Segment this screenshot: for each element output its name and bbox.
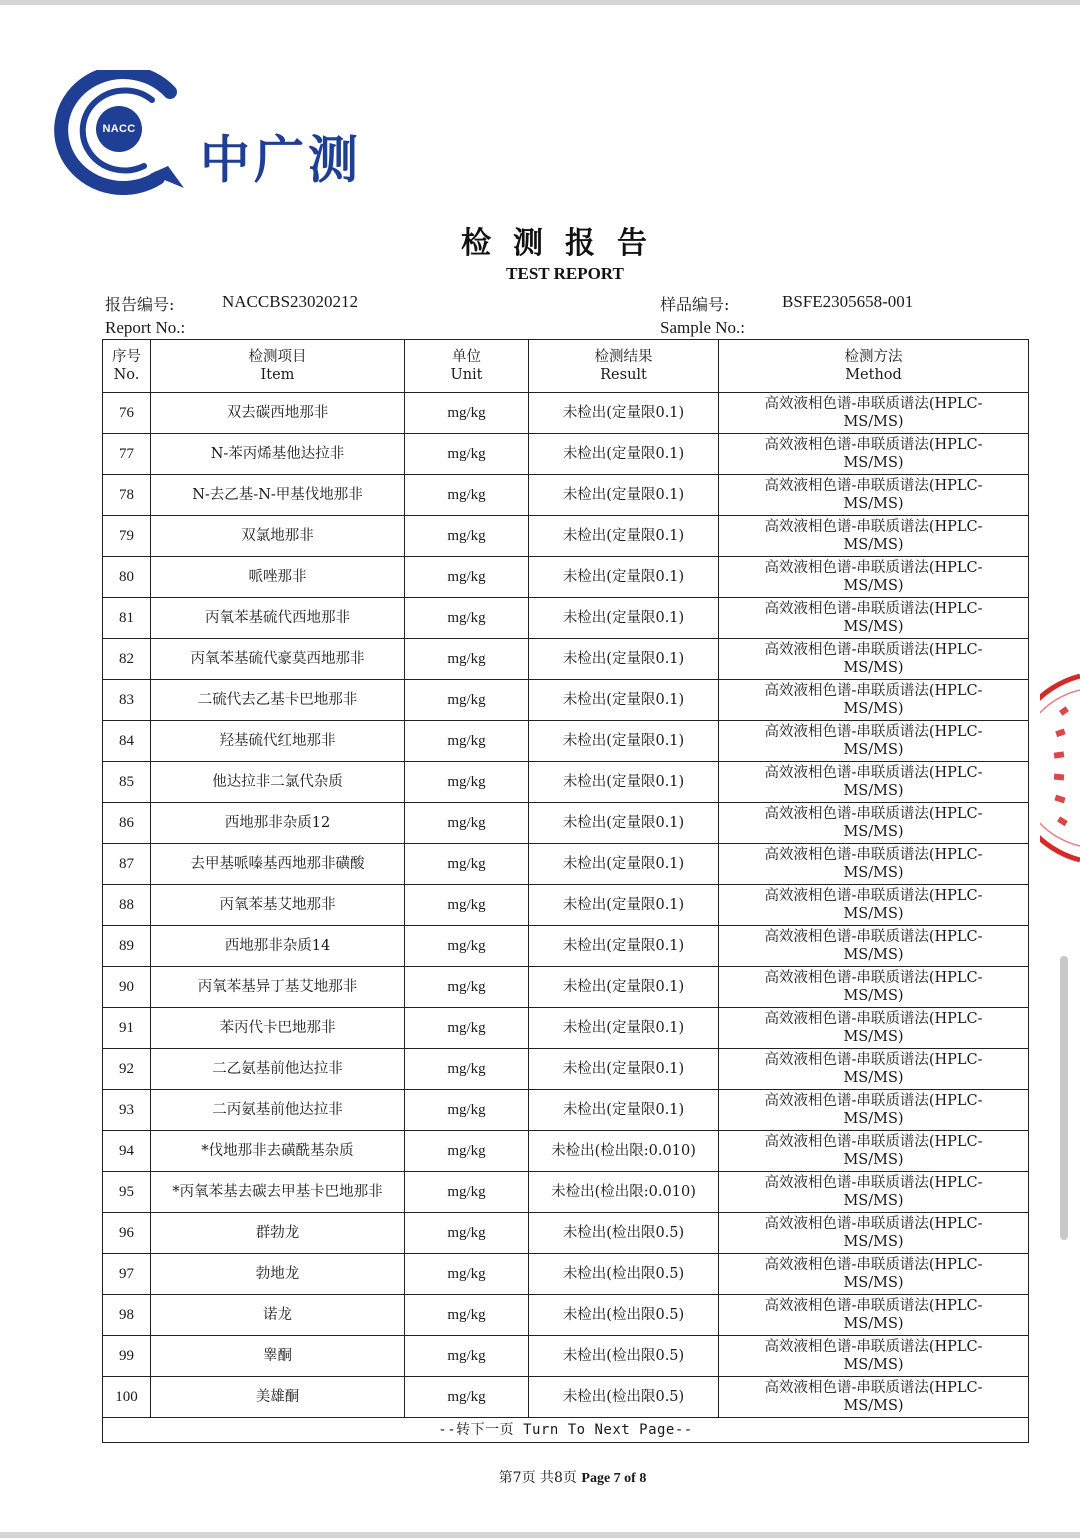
method-line-1: 高效液相色谱-串联质谱法(HPLC- <box>764 1134 983 1150</box>
bottom-edge-bar <box>0 1532 1080 1538</box>
table-row <box>103 803 1029 844</box>
cell-result: 未检出(定量限0.1) <box>529 557 719 598</box>
method-line-1: 高效液相色谱-串联质谱法(HPLC- <box>764 1011 983 1027</box>
table-row <box>103 762 1029 803</box>
cell-method <box>719 803 1029 844</box>
header-item: 检测项目 Item <box>151 340 405 393</box>
cell-method <box>719 475 1029 516</box>
method-line-1: 高效液相色谱-串联质谱法(HPLC- <box>764 1257 983 1273</box>
cell-no: 76 <box>103 393 151 434</box>
cell-item: 二硫代去乙基卡巴地那非 <box>151 680 405 721</box>
cell-method <box>719 516 1029 557</box>
cell-no: 79 <box>103 516 151 557</box>
table-header-row <box>103 340 1029 393</box>
company-logo <box>52 70 382 195</box>
method-line-1: 高效液相色谱-串联质谱法(HPLC- <box>764 1216 983 1232</box>
cell-result: 未检出(检出限0.5) <box>529 1254 719 1295</box>
method-line-1: 高效液相色谱-串联质谱法(HPLC- <box>764 724 983 740</box>
cell-unit: mg/kg <box>405 885 529 926</box>
method-line-2: MS/MS) <box>843 906 904 922</box>
method-line-1: 高效液相色谱-串联质谱法(HPLC- <box>764 642 983 658</box>
report-no-label-cn: 报告编号: <box>105 295 175 314</box>
method-line-2: MS/MS) <box>843 619 904 635</box>
cell-unit: mg/kg <box>405 1295 529 1336</box>
method-line-2: MS/MS) <box>843 1275 904 1291</box>
method-line-1: 高效液相色谱-串联质谱法(HPLC- <box>764 1298 983 1314</box>
cell-unit: mg/kg <box>405 557 529 598</box>
method-line-1: 高效液相色谱-串联质谱法(HPLC- <box>764 560 983 576</box>
cell-no: 88 <box>103 885 151 926</box>
cell-method <box>719 885 1029 926</box>
cell-unit: mg/kg <box>405 516 529 557</box>
cell-no: 94 <box>103 1131 151 1172</box>
cell-method <box>719 680 1029 721</box>
cell-no: 90 <box>103 967 151 1008</box>
table-row <box>103 434 1029 475</box>
cell-unit: mg/kg <box>405 926 529 967</box>
results-table <box>102 339 1029 1443</box>
cell-item: 勃地龙 <box>151 1254 405 1295</box>
cell-unit: mg/kg <box>405 1090 529 1131</box>
cell-no: 78 <box>103 475 151 516</box>
cell-result: 未检出(定量限0.1) <box>529 721 719 762</box>
cell-method <box>719 1295 1029 1336</box>
cell-result: 未检出(检出限0.5) <box>529 1213 719 1254</box>
cell-result: 未检出(定量限0.1) <box>529 1008 719 1049</box>
cell-no: 91 <box>103 1008 151 1049</box>
cell-result: 未检出(定量限0.1) <box>529 803 719 844</box>
cell-item: *伐地那非去磺酰基杂质 <box>151 1131 405 1172</box>
method-line-2: MS/MS) <box>843 1029 904 1045</box>
cell-result: 未检出(定量限0.1) <box>529 844 719 885</box>
cell-no: 86 <box>103 803 151 844</box>
cell-item: 丙氧苯基异丁基艾地那非 <box>151 967 405 1008</box>
cell-item: *丙氧苯基去碳去甲基卡巴地那非 <box>151 1172 405 1213</box>
cell-no: 81 <box>103 598 151 639</box>
method-line-1: 高效液相色谱-串联质谱法(HPLC- <box>764 806 983 822</box>
method-line-1: 高效液相色谱-串联质谱法(HPLC- <box>764 437 983 453</box>
cell-result: 未检出(定量限0.1) <box>529 762 719 803</box>
method-line-2: MS/MS) <box>843 496 904 512</box>
logo-brand-text: 中广测 <box>200 130 362 190</box>
header-method: 检测方法 Method <box>719 340 1029 393</box>
cell-result: 未检出(定量限0.1) <box>529 475 719 516</box>
method-line-2: MS/MS) <box>843 455 904 471</box>
cell-no: 97 <box>103 1254 151 1295</box>
cell-item: 西地那非杂质12 <box>151 803 405 844</box>
cell-no: 99 <box>103 1336 151 1377</box>
table-row <box>103 1172 1029 1213</box>
method-line-1: 高效液相色谱-串联质谱法(HPLC- <box>764 478 983 494</box>
method-line-1: 高效液相色谱-串联质谱法(HPLC- <box>764 601 983 617</box>
method-line-1: 高效液相色谱-串联质谱法(HPLC- <box>764 1339 983 1355</box>
report-no-value: NACCBS23020212 <box>222 292 359 311</box>
cell-item: 丙氧苯基艾地那非 <box>151 885 405 926</box>
table-row <box>103 1213 1029 1254</box>
cell-result: 未检出(定量限0.1) <box>529 967 719 1008</box>
cell-method <box>719 967 1029 1008</box>
method-line-1: 高效液相色谱-串联质谱法(HPLC- <box>764 847 983 863</box>
method-line-2: MS/MS) <box>843 1398 904 1414</box>
cell-unit: mg/kg <box>405 1008 529 1049</box>
cell-item: 西地那非杂质14 <box>151 926 405 967</box>
cell-unit: mg/kg <box>405 598 529 639</box>
method-line-2: MS/MS) <box>843 414 904 430</box>
cell-item: N-苯丙烯基他达拉非 <box>151 434 405 475</box>
cell-no: 83 <box>103 680 151 721</box>
cell-no: 87 <box>103 844 151 885</box>
method-line-2: MS/MS) <box>843 1111 904 1127</box>
cell-no: 92 <box>103 1049 151 1090</box>
sample-no-label-en: Sample No.: <box>660 318 745 337</box>
cell-item: 羟基硫代红地那非 <box>151 721 405 762</box>
cell-no: 98 <box>103 1295 151 1336</box>
cell-unit: mg/kg <box>405 639 529 680</box>
table-row <box>103 721 1029 762</box>
table-row <box>103 967 1029 1008</box>
cell-item: 丙氧苯基硫代豪莫西地那非 <box>151 639 405 680</box>
cell-result: 未检出(检出限0.5) <box>529 1295 719 1336</box>
method-line-2: MS/MS) <box>843 865 904 881</box>
method-line-2: MS/MS) <box>843 783 904 799</box>
report-title-en: TEST REPORT <box>506 264 624 283</box>
sample-no-value: BSFE2305658-001 <box>782 292 914 311</box>
header-no: 序号 No. <box>103 340 151 393</box>
sample-no-label-cn: 样品编号: <box>660 295 730 314</box>
cell-method <box>719 557 1029 598</box>
method-line-1: 高效液相色谱-串联质谱法(HPLC- <box>764 888 983 904</box>
vertical-scrollbar[interactable] <box>1060 956 1068 1240</box>
cell-no: 85 <box>103 762 151 803</box>
table-row <box>103 926 1029 967</box>
cell-result: 未检出(检出限:0.010) <box>529 1131 719 1172</box>
cell-result: 未检出(检出限0.5) <box>529 1377 719 1418</box>
cell-result: 未检出(检出限:0.010) <box>529 1172 719 1213</box>
table-row <box>103 1254 1029 1295</box>
table-row <box>103 680 1029 721</box>
cell-method <box>719 1336 1029 1377</box>
table-row <box>103 844 1029 885</box>
method-line-1: 高效液相色谱-串联质谱法(HPLC- <box>764 1380 983 1396</box>
cell-result: 未检出(定量限0.1) <box>529 516 719 557</box>
cell-method <box>719 1377 1029 1418</box>
cell-method <box>719 926 1029 967</box>
cell-method <box>719 393 1029 434</box>
cell-no: 89 <box>103 926 151 967</box>
cell-unit: mg/kg <box>405 1213 529 1254</box>
table-row <box>103 885 1029 926</box>
cell-result: 未检出(定量限0.1) <box>529 680 719 721</box>
cell-item: N-去乙基-N-甲基伐地那非 <box>151 475 405 516</box>
cell-unit: mg/kg <box>405 1172 529 1213</box>
method-line-2: MS/MS) <box>843 742 904 758</box>
logo-badge: NACC <box>96 106 142 152</box>
continuation-note: --转下一页 Turn To Next Page-- <box>103 1418 1029 1443</box>
cell-item: 双氯地那非 <box>151 516 405 557</box>
cell-item: 去甲基哌嗪基西地那非磺酸 <box>151 844 405 885</box>
table-row <box>103 516 1029 557</box>
method-line-1: 高效液相色谱-串联质谱法(HPLC- <box>764 1175 983 1191</box>
cell-unit: mg/kg <box>405 475 529 516</box>
method-line-2: MS/MS) <box>843 1316 904 1332</box>
method-line-1: 高效液相色谱-串联质谱法(HPLC- <box>764 519 983 535</box>
table-row <box>103 475 1029 516</box>
method-line-2: MS/MS) <box>843 1234 904 1250</box>
table-row <box>103 1295 1029 1336</box>
cell-item: 群勃龙 <box>151 1213 405 1254</box>
method-line-1: 高效液相色谱-串联质谱法(HPLC- <box>764 683 983 699</box>
cell-unit: mg/kg <box>405 1377 529 1418</box>
method-line-2: MS/MS) <box>843 824 904 840</box>
cell-unit: mg/kg <box>405 967 529 1008</box>
report-title-cn: 检测报告 <box>461 226 669 261</box>
cell-method <box>719 1008 1029 1049</box>
cell-unit: mg/kg <box>405 1131 529 1172</box>
header-unit: 单位 Unit <box>405 340 529 393</box>
method-line-1: 高效液相色谱-串联质谱法(HPLC- <box>764 970 983 986</box>
cell-method <box>719 1172 1029 1213</box>
cell-result: 未检出(定量限0.1) <box>529 1049 719 1090</box>
cell-method <box>719 639 1029 680</box>
cell-unit: mg/kg <box>405 1049 529 1090</box>
method-line-1: 高效液相色谱-串联质谱法(HPLC- <box>764 1093 983 1109</box>
cell-method <box>719 762 1029 803</box>
method-line-2: MS/MS) <box>843 578 904 594</box>
header-result: 检测结果 Result <box>529 340 719 393</box>
page-number-cn: 第7页 共8页 <box>498 1470 577 1486</box>
cell-result: 未检出(定量限0.1) <box>529 926 719 967</box>
cell-no: 82 <box>103 639 151 680</box>
method-line-2: MS/MS) <box>843 1193 904 1209</box>
cell-item: 二乙氨基前他达拉非 <box>151 1049 405 1090</box>
cell-method <box>719 1090 1029 1131</box>
cell-result: 未检出(定量限0.1) <box>529 885 719 926</box>
cell-result: 未检出(定量限0.1) <box>529 639 719 680</box>
cell-result: 未检出(定量限0.1) <box>529 598 719 639</box>
cell-no: 100 <box>103 1377 151 1418</box>
table-row <box>103 1090 1029 1131</box>
cell-unit: mg/kg <box>405 393 529 434</box>
cell-no: 96 <box>103 1213 151 1254</box>
table-row <box>103 1131 1029 1172</box>
cell-result: 未检出(定量限0.1) <box>529 434 719 475</box>
cell-item: 哌唑那非 <box>151 557 405 598</box>
table-row <box>103 1336 1029 1377</box>
cell-no: 84 <box>103 721 151 762</box>
cell-method <box>719 434 1029 475</box>
method-line-2: MS/MS) <box>843 988 904 1004</box>
table-row <box>103 1008 1029 1049</box>
cell-item: 苯丙代卡巴地那非 <box>151 1008 405 1049</box>
cell-method <box>719 844 1029 885</box>
cell-unit: mg/kg <box>405 1254 529 1295</box>
cell-method <box>719 1131 1029 1172</box>
table-row <box>103 639 1029 680</box>
cell-no: 95 <box>103 1172 151 1213</box>
table-row <box>103 1377 1029 1418</box>
method-line-2: MS/MS) <box>843 1357 904 1373</box>
method-line-2: MS/MS) <box>843 1070 904 1086</box>
method-line-2: MS/MS) <box>843 537 904 553</box>
cell-item: 诺龙 <box>151 1295 405 1336</box>
report-no-label-en: Report No.: <box>105 318 186 337</box>
table-row <box>103 598 1029 639</box>
cell-unit: mg/kg <box>405 680 529 721</box>
top-edge-bar <box>0 0 1080 5</box>
table-row <box>103 1049 1029 1090</box>
cell-method <box>719 598 1029 639</box>
cell-unit: mg/kg <box>405 434 529 475</box>
cell-item: 他达拉非二氯代杂质 <box>151 762 405 803</box>
seal-stamp-icon <box>1040 668 1080 868</box>
cell-method <box>719 1049 1029 1090</box>
cell-item: 双去碳西地那非 <box>151 393 405 434</box>
method-line-2: MS/MS) <box>843 701 904 717</box>
method-line-1: 高效液相色谱-串联质谱法(HPLC- <box>764 396 983 412</box>
method-line-1: 高效液相色谱-串联质谱法(HPLC- <box>764 929 983 945</box>
cell-item: 睾酮 <box>151 1336 405 1377</box>
method-line-2: MS/MS) <box>843 947 904 963</box>
cell-no: 77 <box>103 434 151 475</box>
cell-item: 美雄酮 <box>151 1377 405 1418</box>
method-line-1: 高效液相色谱-串联质谱法(HPLC- <box>764 1052 983 1068</box>
cell-item: 丙氧苯基硫代西地那非 <box>151 598 405 639</box>
cell-unit: mg/kg <box>405 1336 529 1377</box>
cell-result: 未检出(定量限0.1) <box>529 393 719 434</box>
cell-method <box>719 721 1029 762</box>
page-number-en: Page 7 of 8 <box>581 1471 647 1486</box>
cell-no: 93 <box>103 1090 151 1131</box>
cell-unit: mg/kg <box>405 844 529 885</box>
page-footer <box>0 1467 1080 1487</box>
cell-method <box>719 1254 1029 1295</box>
method-line-1: 高效液相色谱-串联质谱法(HPLC- <box>764 765 983 781</box>
cell-method <box>719 1213 1029 1254</box>
table-row <box>103 393 1029 434</box>
method-line-2: MS/MS) <box>843 660 904 676</box>
cell-item: 二丙氨基前他达拉非 <box>151 1090 405 1131</box>
cell-unit: mg/kg <box>405 762 529 803</box>
cell-no: 80 <box>103 557 151 598</box>
method-line-2: MS/MS) <box>843 1152 904 1168</box>
cell-result: 未检出(定量限0.1) <box>529 1090 719 1131</box>
cell-result: 未检出(检出限0.5) <box>529 1336 719 1377</box>
cell-unit: mg/kg <box>405 721 529 762</box>
cell-unit: mg/kg <box>405 803 529 844</box>
table-row <box>103 557 1029 598</box>
